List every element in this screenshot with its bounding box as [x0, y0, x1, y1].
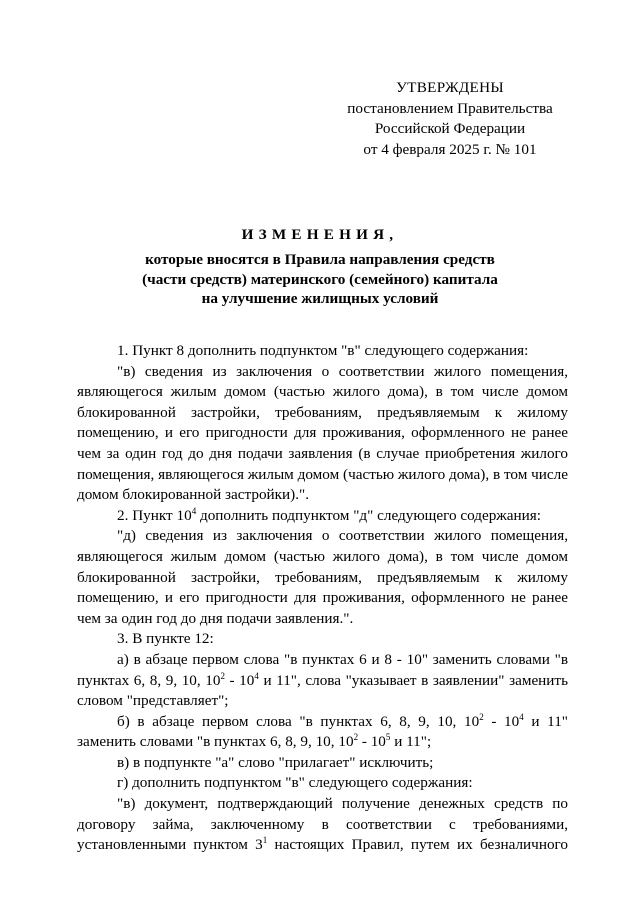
- paragraph-6-text-b: - 10: [224, 671, 255, 689]
- paragraph-6-text-c: и 11", слова "указывает в заявлении" заменить словом "представляет";: [77, 671, 568, 710]
- paragraph-7-text-d: - 10: [358, 733, 386, 751]
- approval-heading: УТВЕРЖДЕНЫ: [396, 79, 504, 96]
- title-subtitle-3: на улучшение жилищных условий: [201, 290, 439, 307]
- paragraph-8: в) в подпункте "а" слово "прилагает" исключить;: [117, 753, 434, 771]
- superscript: 2: [353, 732, 359, 743]
- approval-line-1: постановлением Правительства: [347, 99, 553, 117]
- paragraph-7-text-e: и 11";: [390, 733, 432, 751]
- superscript: 2: [220, 670, 225, 681]
- paragraph-3: [77, 506, 568, 527]
- title-subtitle-2: (части средств) материнского (семейного) капитала: [142, 270, 498, 288]
- title-main: ИЗМЕНЕНИЯ,: [241, 226, 399, 243]
- paragraph-3-text-a: 2. Пункт 10: [117, 506, 192, 524]
- paragraph-6: [77, 650, 568, 712]
- paragraph-5: 3. В пункте 12:: [117, 630, 214, 648]
- document-body: [77, 341, 568, 856]
- superscript: 5: [385, 732, 391, 743]
- approval-line-2: Российской Федерации: [374, 120, 526, 137]
- paragraph-7-text-c: и 11" заменить словами "в пунктах 6, 8, 9, 10, 10: [77, 712, 569, 751]
- paragraph-2: "в) сведения из заключения о соответствии жилого помещения, являющегося жилым домом (частью жилого дома), в том числе домом блокированной застройки, требованиям, предъявляемым к жилому помещению, и его пригодности для проживания, оформленного не ранее чем за один год до дня подачи заявления (в случае приобретения жилого помещения, являющегося жилым домом (частью жилого дома), в том числе домом блокированной застройки).".: [77, 362, 568, 504]
- paragraph-3-text-b: дополнить подпунктом "д" следующего содержания:: [196, 506, 541, 524]
- paragraph-7-text-a: б) в абзаце первом слова "в пунктах 6, 8, 9, 10, 10: [117, 712, 480, 730]
- paragraph-7-text-b: - 10: [483, 712, 520, 730]
- paragraph-7: [77, 712, 568, 753]
- superscript: 2: [479, 711, 484, 722]
- document-title: [70, 226, 570, 309]
- superscript: 4: [191, 505, 197, 516]
- paragraph-10-text-b: настоящих Правил, путем их безналичного: [267, 836, 568, 854]
- paragraph-4: "д) сведения из заключения о соответствии жилого помещения, являющегося жилым домом (частью жилого дома), в том числе домом блокированной застройки, требованиям, предъявляемым к жилому помещению, и его пригодности для проживания, оформленного не ранее чем за один год до дня подачи заявления.".: [77, 527, 568, 627]
- paragraph-6-text-a: а) в абзаце первом слова "в пунктах 6 и 8 - 10" заменить словами "в пунктах 6, 8, 9, 10, 10: [77, 650, 568, 689]
- title-subtitle-1: которые вносятся в Правила направления средств: [145, 251, 495, 268]
- paragraph-10: [77, 794, 568, 856]
- paragraph-10-text-a: "в) документ, подтверждающий получение денежных средств по договору займа, заключенному в соответствии с требованиями, установленными пунктом 3: [77, 795, 568, 854]
- approval-line-3: от 4 февраля 2025 г. № 101: [363, 140, 537, 158]
- approval-block: [330, 78, 570, 160]
- paragraph-9: г) дополнить подпунктом "в" следующего содержания:: [117, 774, 473, 792]
- superscript: 4: [254, 670, 259, 681]
- superscript: 4: [519, 711, 524, 722]
- superscript: 1: [262, 835, 268, 846]
- paragraph-1: 1. Пункт 8 дополнить подпунктом "в" следующего содержания:: [117, 342, 529, 359]
